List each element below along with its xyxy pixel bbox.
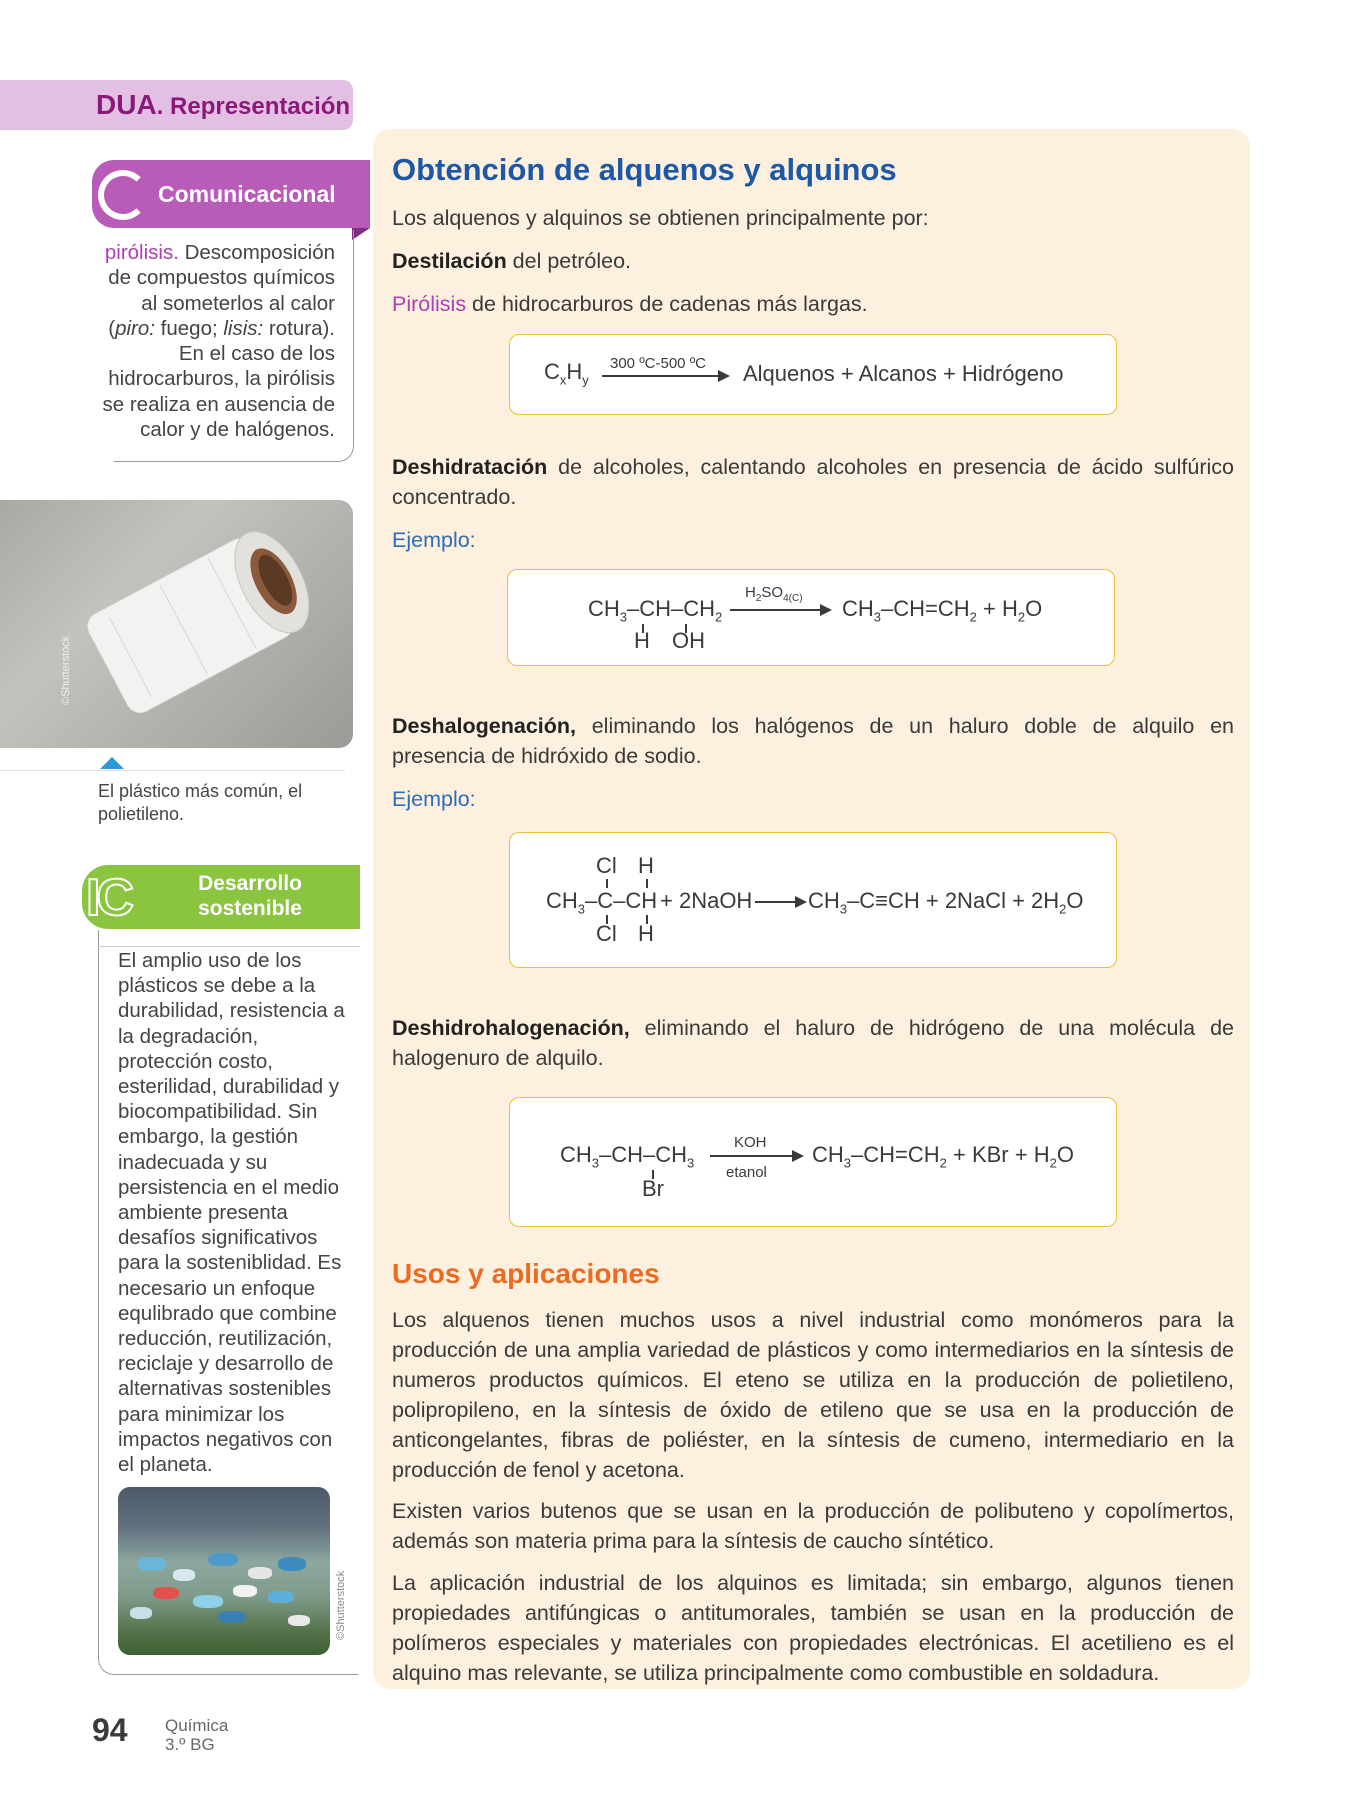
pirolisis-item: Pirólisis de hidrocarburos de cadenas más largas. (392, 292, 868, 316)
reaction-products: $CH_3-C\equiv CH$ + 2NaCl + $2H_2O$ (808, 888, 1084, 917)
usos-paragraph-1: Los alquenos tienen muchos usos a nivel industrial como monómeros para la producción de una amplia variedad de plásticos y como intermediarios en la síntesis de numeros productos químicos. El eteno se utiliza en la producción de polietileno, polipropileno, en la síntesis de óxido de etileno que se usa en la producción de anticongelantes, fibras de poliéster, en la síntesis de cumeno, intermediario en la producción de fenol y acetona. (392, 1308, 1234, 1482)
reaction-deshidratacion: $CH_3-CH-CH_2$ H OH $H_2SO_{4(C)}$ $CH_3-CH=CH_2 + H_2O$ (507, 569, 1115, 666)
reagent-naoh: + 2NaOH (660, 888, 753, 913)
reaction-arrow-icon (730, 609, 830, 611)
desarrollo-sostenible-tab (82, 865, 360, 929)
reaction-deshalogenacion: Cl H $CH_3-C-CH$ + 2NaOH Cl H $CH_3-C\equiv CH$ + 2NaCl + $2H_2O$ (509, 832, 1117, 968)
reaction-catalyst: $H_2SO_{4(C)}$ (745, 584, 803, 604)
photo-credit-2: ©Shutterstock (335, 1570, 347, 1640)
photo-caption: El plástico más común, el polietileno. (98, 781, 303, 824)
reaction-products: $CH_3-CH=CH_2$ + KBr + $H_2O$ (812, 1142, 1074, 1171)
usos-paragraph-3: La aplicación industrial de los alquinos es limitada; sin embargo, algunos tienen propiedades antifúngicas o antitumorales, también se usan en la producción de polímeros especiales y materiales con propiedades electrónicas. El acetilieno es el alquino mas relevante, se utiliza principalmente como combustible en soldadura. (392, 1571, 1234, 1685)
deshidratacion-item: Deshidratación de alcoholes, calentando alcoholes en presencia de ácido sulfúrico concentrado. (392, 455, 1234, 509)
photo-credit: ©Shutterstock (60, 635, 72, 705)
intro-text: Los alquenos y alquinos se obtienen principalmente por: (392, 206, 929, 230)
reaction-arrow-icon (710, 1155, 802, 1157)
deshidrohalogenacion-item: Deshidrohalogenación, eliminando el haluro de hidrógeno de una molécula de halogenuro de alquilo. (392, 1016, 1234, 1070)
reaction-arrow-icon (755, 901, 805, 903)
reaction-products: Alquenos + Alcanos + Hidrógeno (743, 361, 1064, 386)
ic-logo-icon: IC (86, 869, 130, 927)
comunicacional-title: Comunicacional (158, 181, 336, 207)
reactant-formula: $C_xH_y$ (544, 359, 589, 388)
reaction-condition: 300 ºC-500 ºC (610, 355, 707, 372)
comunicacional-text: pirólisis. Descomposición de compuestos químicos al someterlos al calor (piro: fuego; lisis: rotura). En el caso de los hidrocarburos, la pirólisis se realiza en ausencia de calor y de halógenos. (102, 241, 335, 442)
reaction-solvent: etanol (726, 1164, 767, 1181)
reaction-arrow-icon (602, 375, 728, 377)
section-title-usos: Usos y aplicaciones (392, 1258, 660, 1289)
reaction-pirolisis (509, 334, 1117, 415)
plastic-roll-illustration (0, 500, 353, 748)
dua-label: DUA (96, 89, 157, 120)
reaction-reagent: KOH (734, 1134, 767, 1151)
caption-divider (0, 770, 345, 771)
desarrollo-title: Desarrollo sostenible (198, 872, 302, 920)
footer-subject: Química 3.º BG (165, 1716, 229, 1754)
reaction-products: $CH_3-CH=CH_2 + H_2O$ (842, 596, 1043, 625)
ejemplo-label-1: Ejemplo: (392, 528, 476, 552)
desarrollo-text: El amplio uso de los plásticos se debe a la durabilidad, resistencia a la degradación, protección costo, esterilidad, durabilidad y biocompatibilidad. Sin embargo, la gestión inadecuada y su persistencia en el medio ambiente presenta desafíos significativos para la sosteniblidad. Es necesario un enfoque equlibrado que combine reducción, reutilización, reciclaje y desarrollo de alternativas sostenibles para minimizar los impactos negativos con el planeta. (118, 949, 345, 1477)
deshalogenacion-item: Deshalogenación, eliminando los halógenos de un haluro doble de alquilo en presencia de hidróxido de sodio. (392, 714, 1234, 768)
page-number: 94 (92, 1712, 128, 1748)
dua-header (0, 80, 353, 130)
reactant-formula: $CH_3-CH-CH_2$ (588, 596, 723, 625)
tab-corner (352, 228, 370, 240)
usos-paragraph-2: Existen varios butenos que se usan en la producción de polibuteno y copolímertos, además son materia prima para la síntesis de caucho síntético. (392, 1499, 1234, 1553)
caption-pointer-icon (100, 757, 124, 769)
destilacion-item: Destilación del petróleo. (392, 249, 632, 273)
reaction-deshidrohalogenacion: $CH_3-CH-CH_3$ Br KOH etanol $CH_3-CH=CH_2$ + KBr + $H_2O$ (509, 1097, 1117, 1227)
page-title: Obtención de alquenos y alquinos (392, 152, 897, 187)
glossary-term: pirólisis. (104, 241, 179, 264)
comunicacional-icon (98, 170, 148, 220)
reactant-formula: $CH_3-CH-CH_3$ (560, 1142, 695, 1171)
desarrollo-divider (98, 946, 360, 947)
plastic-waste-photo (118, 1487, 330, 1655)
comunicacional-tab (92, 160, 370, 228)
dua-subtitle: . Representación (156, 93, 351, 120)
ejemplo-label-2: Ejemplo: (392, 787, 476, 811)
reactant-formula: $CH_3-C-CH$ (546, 888, 658, 917)
plastic-roll-photo (0, 500, 353, 748)
